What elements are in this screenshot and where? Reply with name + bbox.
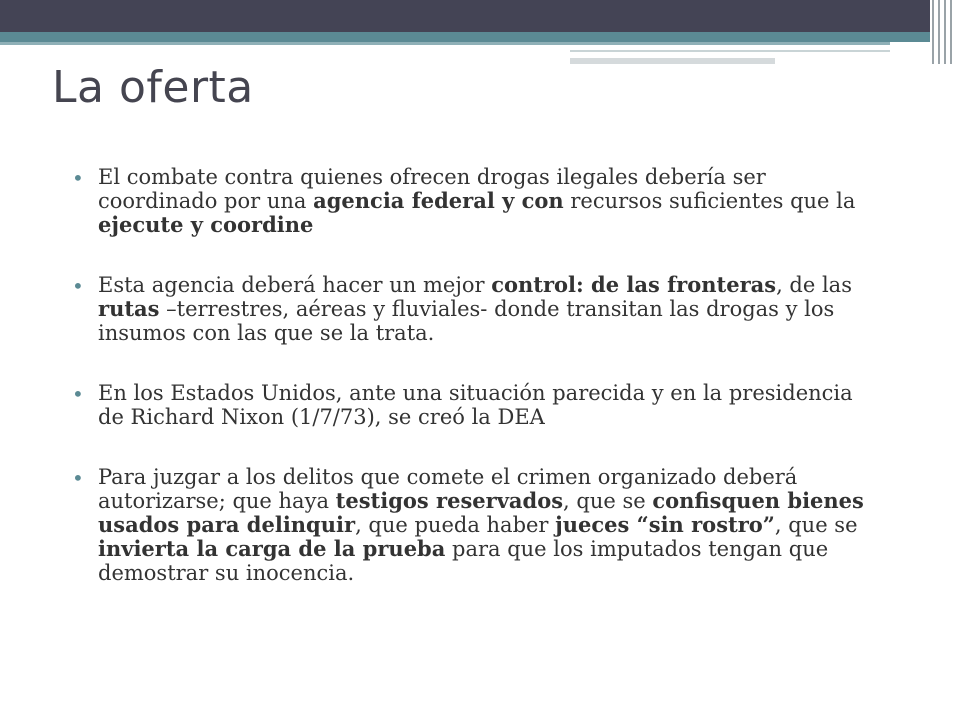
bullet-item [72, 381, 882, 429]
bullet-text: recursos suficientes que la [563, 189, 856, 213]
bullet-text: Para juzgar a los delitos que comete el crimen organizado deberá autorizarse; que haya [98, 465, 798, 513]
bullet-marker: • [72, 382, 84, 406]
header-band-dark [0, 0, 930, 32]
slide-title: La oferta [52, 62, 254, 113]
bullet-text: , de las [776, 273, 852, 297]
bullet-text-bold: agencia federal y con [313, 188, 564, 213]
bullet-text-bold: invierta la carga de la prueba [98, 536, 446, 561]
bullet-text: El combate contra quienes ofrecen drogas ilegales debería ser coordinado por una [98, 165, 766, 213]
bullet-item [72, 165, 882, 237]
bullet-text: Esta agencia deberá hacer un mejor [98, 273, 492, 297]
bullet-text: para que los imputados tengan que demostrar su inocencia. [98, 537, 829, 585]
header-decoration [0, 0, 960, 32]
bullet-text-bold: testigos reservados [335, 488, 564, 513]
bullet-text-bold: control: de las fronteras [491, 272, 777, 297]
header-band-teal-thin [0, 42, 890, 45]
bullet-text-bold: ejecute y coordine [98, 212, 314, 237]
header-line-gray-short [570, 58, 775, 64]
bullet-item [72, 273, 882, 345]
bullet-text-bold: jueces “sin rostro” [555, 512, 775, 537]
bullet-text: , que se [774, 513, 858, 537]
bullet-marker: • [72, 466, 84, 490]
bullet-marker: • [72, 274, 84, 298]
header-vertical-lines [928, 0, 960, 64]
bullet-text-bold: rutas [98, 296, 160, 321]
bullet-text-bold: confisquen bienes usados para delinquir [98, 488, 864, 537]
bullet-item [72, 465, 882, 585]
header-line-gray [570, 50, 890, 52]
bullet-list [72, 165, 882, 621]
bullet-marker: • [72, 166, 84, 190]
bullet-text: , que pueda haber [355, 513, 556, 537]
bullet-text: , que se [563, 489, 653, 513]
bullet-text: En los Estados Unidos, ante una situación parecida y en la presidencia de Richard Nixon (1/7/73), se creó la DEA [98, 381, 853, 429]
bullet-text: –terrestres, aéreas y fluviales- donde transitan las drogas y los insumos con las que se la trata. [98, 297, 835, 345]
header-band-teal [0, 32, 930, 42]
